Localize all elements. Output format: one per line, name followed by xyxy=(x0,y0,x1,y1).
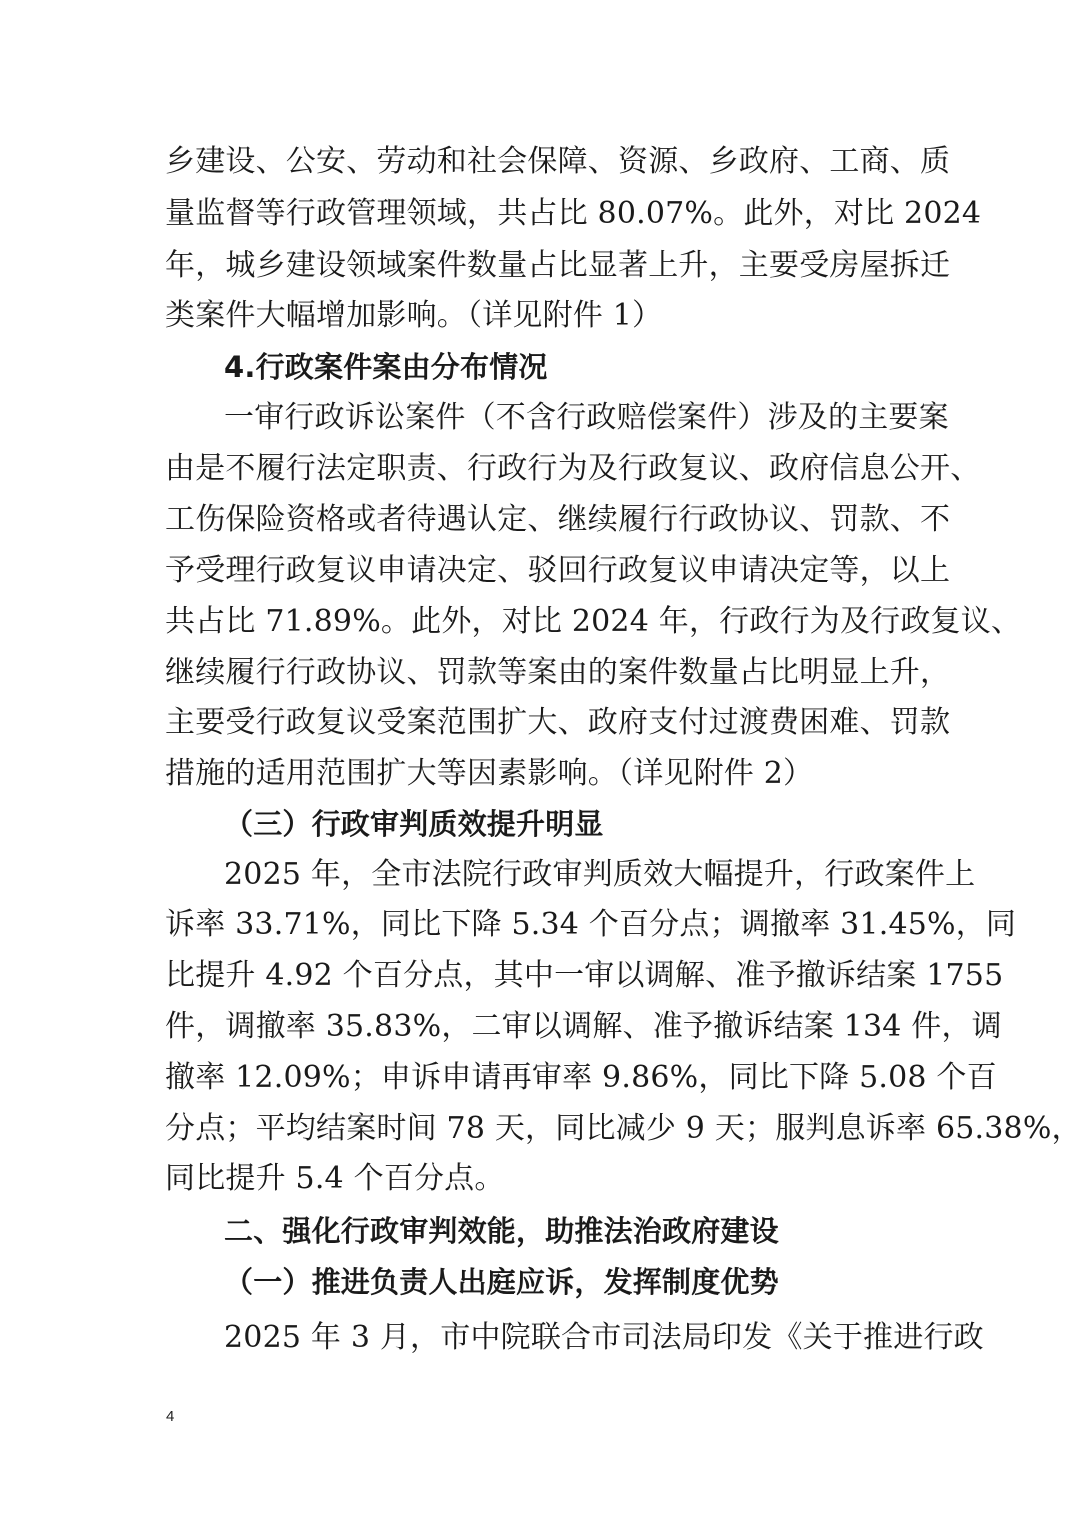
body-line: 措施的适用范围扩大等因素影响。（详见附件 2） xyxy=(165,756,814,791)
page-number: 4 xyxy=(166,1408,175,1425)
body-line: 比提升 4.92 个百分点，其中一审以调解、准予撤诉结案 1755 xyxy=(165,958,1004,993)
body-line: 诉率 33.71%，同比下降 5.34 个百分点；调撤率 31.45%，同 xyxy=(165,907,1017,942)
body-line: 予受理行政复议申请决定、驳回行政复议申请决定等，以上 xyxy=(165,553,951,588)
body-line: 工伤保险资格或者待遇认定、继续履行行政协议、罚款、不 xyxy=(165,502,951,537)
body-line: 乡建设、公安、劳动和社会保障、资源、乡政府、工商、质 xyxy=(165,144,951,179)
body-line: 件，调撤率 35.83%，二审以调解、准予撤诉结案 134 件，调 xyxy=(165,1009,1002,1044)
body-line: 撤率 12.09%；申诉申请再审率 9.86%，同比下降 5.08 个百 xyxy=(165,1060,997,1095)
paragraph-first-line: 2025 年，全市法院行政审判质效大幅提升，行政案件上 xyxy=(224,857,976,892)
body-line: 类案件大幅增加影响。（详见附件 1） xyxy=(165,298,663,333)
section-heading-case-cause: 4.行政案件案由分布情况 xyxy=(224,350,548,384)
body-line: 继续履行行政协议、罚款等案由的案件数量占比明显上升， xyxy=(165,655,951,690)
body-line: 分点；平均结案时间 78 天，同比减少 9 天；服判息诉率 65.38%， xyxy=(165,1111,1082,1146)
body-line: 同比提升 5.4 个百分点。 xyxy=(165,1161,505,1196)
body-line: 年，城乡建设领域案件数量占比显著上升，主要受房屋拆迁 xyxy=(165,248,951,283)
chapter-heading: 二、强化行政审判效能，助推法治政府建设 xyxy=(224,1214,779,1248)
section-heading-responsible-person: （一）推进负责人出庭应诉，发挥制度优势 xyxy=(224,1265,779,1299)
body-line: 由是不履行法定职责、行政行为及行政复议、政府信息公开、 xyxy=(165,451,981,486)
body-line: 主要受行政复议受案范围扩大、政府支付过渡费困难、罚款 xyxy=(165,705,951,740)
body-line: 量监督等行政管理领域，共占比 80.07%。此外，对比 2024 xyxy=(165,196,982,231)
paragraph-first-line: 一审行政诉讼案件（不含行政赔偿案件）涉及的主要案 xyxy=(224,400,949,435)
section-heading-quality: （三）行政审判质效提升明显 xyxy=(224,807,604,841)
body-line: 共占比 71.89%。此外，对比 2024 年，行政行为及行政复议、 xyxy=(165,604,1022,639)
paragraph-first-line: 2025 年 3 月，市中院联合市司法局印发《关于推进行政 xyxy=(224,1320,984,1355)
